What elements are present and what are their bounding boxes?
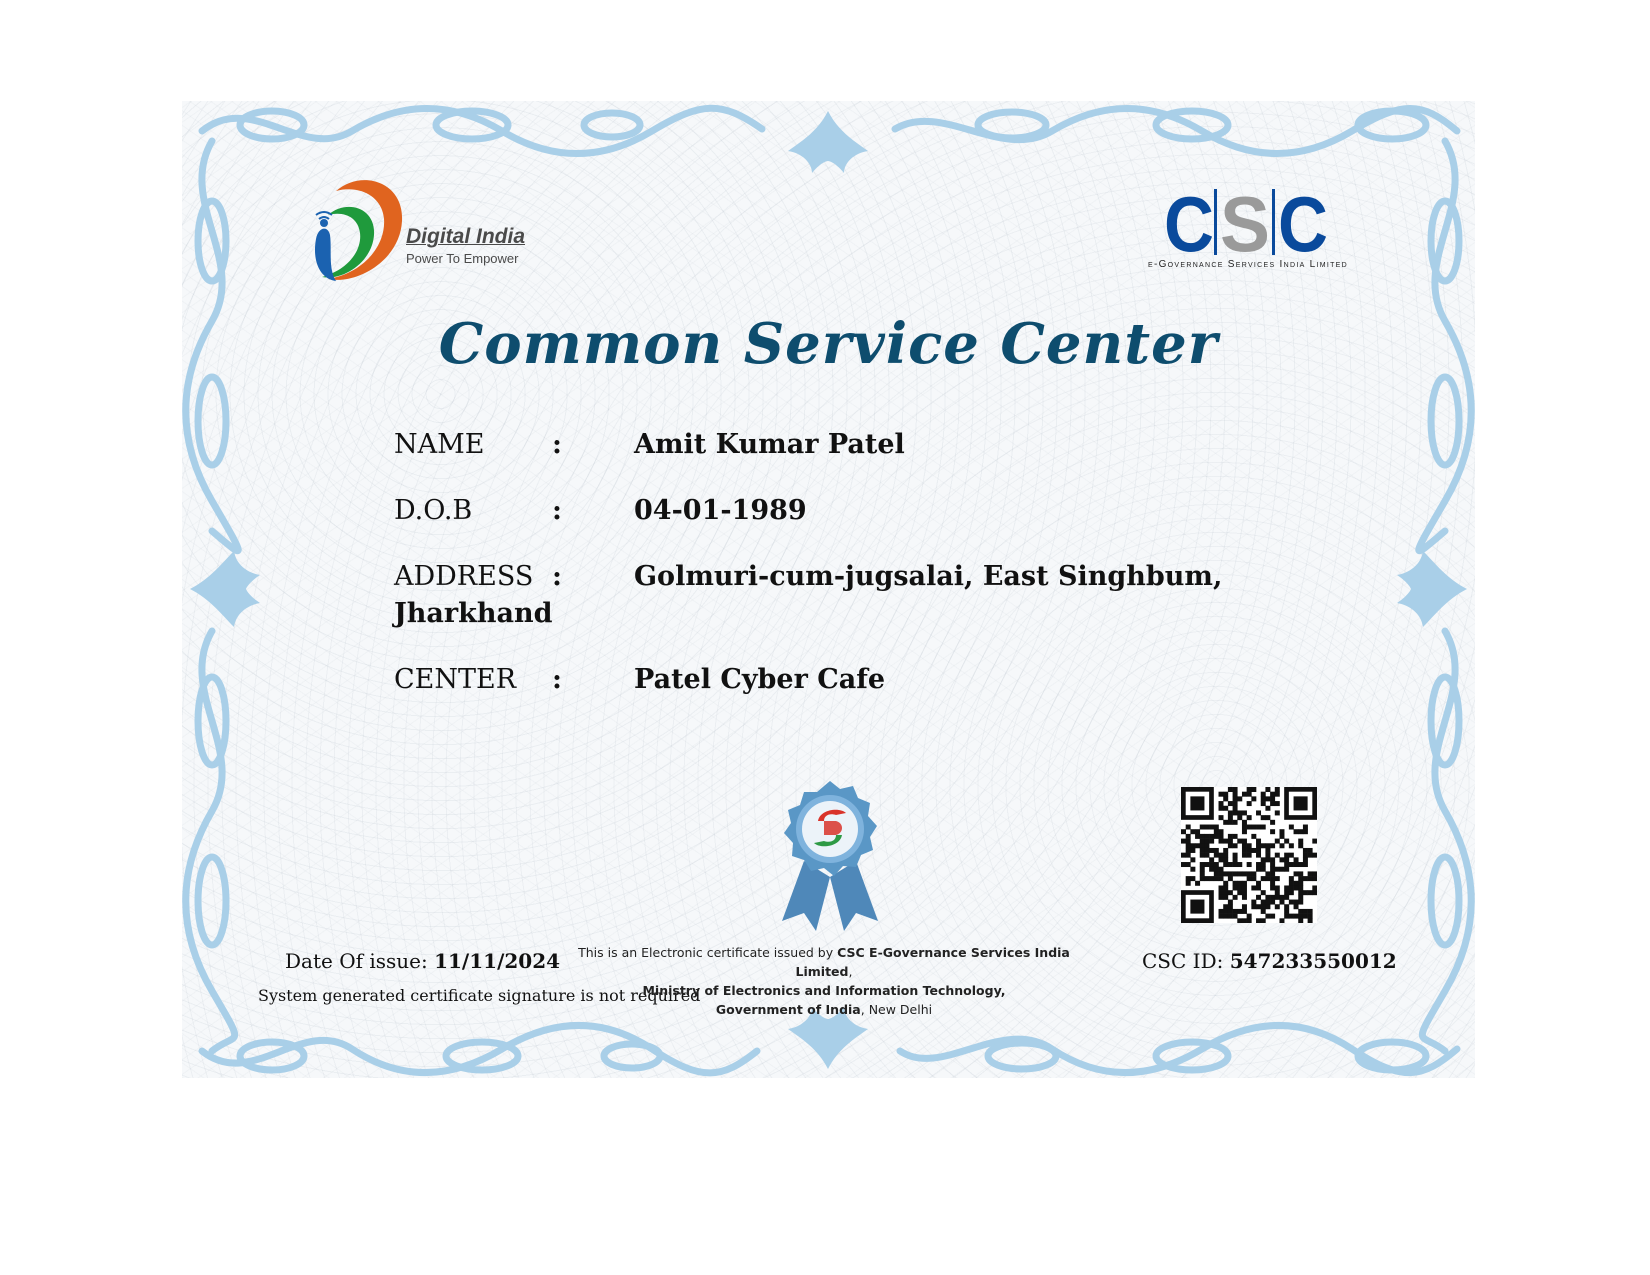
center-colon: : [552, 664, 562, 695]
address-value: Golmuri-cum-jugsalai, East Singhbum, [634, 561, 1223, 592]
date-of-issue [285, 949, 560, 973]
center-value: Patel Cyber Cafe [634, 664, 886, 695]
issuer-line3-post: , New Delhi [860, 1002, 933, 1017]
csc-logo [1124, 189, 1384, 284]
svg-text:C: C [1164, 189, 1214, 257]
address-value-continued: Jharkhand [394, 598, 553, 629]
digital-india-logo [306, 173, 526, 293]
csc-id-value: 547233550012 [1229, 949, 1397, 973]
issuer-line3-bold: Government of India [715, 1002, 861, 1017]
csc-subtitle: e-Governance Services India Limited [1147, 259, 1348, 270]
digital-india-tagline: Power To Empower [406, 251, 519, 266]
svg-text:S: S [1220, 189, 1270, 257]
center-label: CENTER [394, 664, 517, 695]
dob-label: D.O.B [394, 495, 473, 526]
certificate [182, 101, 1475, 1078]
svg-text:C: C [1278, 189, 1328, 257]
digital-india-title: Digital India [406, 225, 526, 248]
csc-letters-icon [1164, 189, 1334, 257]
name-colon: : [552, 429, 562, 460]
digital-india-emblem-icon [306, 173, 406, 289]
issuer-line1-post: , [848, 964, 853, 979]
issuer-statement [554, 943, 1094, 1019]
name-label: NAME [394, 429, 485, 460]
system-note: System generated certificate signature is not required [258, 986, 701, 1005]
csc-id-label: CSC ID: [1142, 949, 1230, 973]
name-value: Amit Kumar Patel [634, 429, 905, 460]
dob-colon: : [552, 495, 562, 526]
address-colon: : [552, 561, 562, 592]
csc-id [1142, 949, 1397, 973]
certificate-title: Common Service Center [438, 311, 1219, 377]
address-label: ADDRESS [394, 561, 534, 592]
award-seal-icon [774, 781, 886, 931]
dob-value: 04-01-1989 [634, 495, 807, 526]
date-of-issue-value: 11/11/2024 [434, 949, 561, 973]
date-of-issue-label: Date Of issue: [285, 949, 435, 973]
issuer-line1-pre: This is an Electronic certificate issued by [578, 945, 838, 960]
issuer-line2: Ministry of Electronics and Information Technology, [642, 983, 1006, 998]
issuer-line1-bold: CSC E-Governance Services India Limited [795, 945, 1070, 979]
qr-code [1181, 787, 1317, 923]
